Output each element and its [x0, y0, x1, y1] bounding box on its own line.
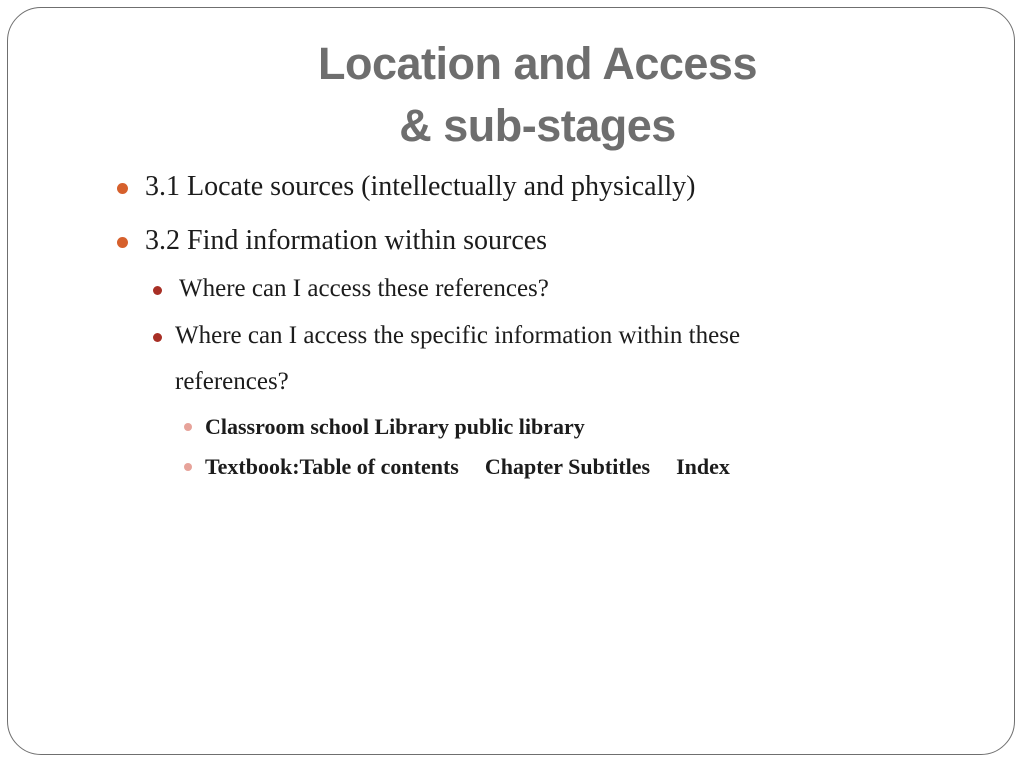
index-text: Index [676, 454, 730, 479]
sub-sub-bullet-item-libraries [205, 414, 585, 440]
sub-bullet-text-line-2: references? [175, 368, 289, 395]
chapter-subtitles-text: Chapter Subtitles [484, 454, 651, 479]
textbook-table-of-contents-text: Textbook:Table of contents [205, 454, 459, 479]
bullet-item-locate-sources [145, 171, 695, 203]
sub-bullet-dot-icon [153, 333, 162, 342]
bullet-dot-icon [117, 183, 128, 194]
sub-sub-bullet-dot-icon [184, 463, 192, 471]
sub-sub-bullet-item-textbook [205, 454, 730, 480]
bullet-dot-icon [117, 237, 128, 248]
slide-title-line-1: Location and Access [318, 38, 757, 89]
sub-bullet-item-access-specific-info-continued [175, 368, 289, 396]
slide-title-line-2: & sub-stages [399, 100, 676, 151]
bullet-text: 3.1 Locate sources (intellectually and physically) [145, 171, 696, 202]
sub-bullet-text-line-1: Where can I access the specific information within these [175, 322, 741, 349]
sub-bullet-item-access-references [179, 275, 549, 303]
sub-sub-bullet-dot-icon [184, 423, 192, 431]
sub-sub-bullet-text: Classroom school Library public library [205, 414, 585, 439]
sub-bullet-text: Where can I access these references? [179, 275, 549, 302]
bullet-text: 3.2 Find information within sources [145, 225, 548, 256]
bullet-item-find-information [145, 225, 547, 257]
sub-bullet-item-access-specific-info [175, 322, 740, 350]
sub-bullet-dot-icon [153, 286, 162, 295]
